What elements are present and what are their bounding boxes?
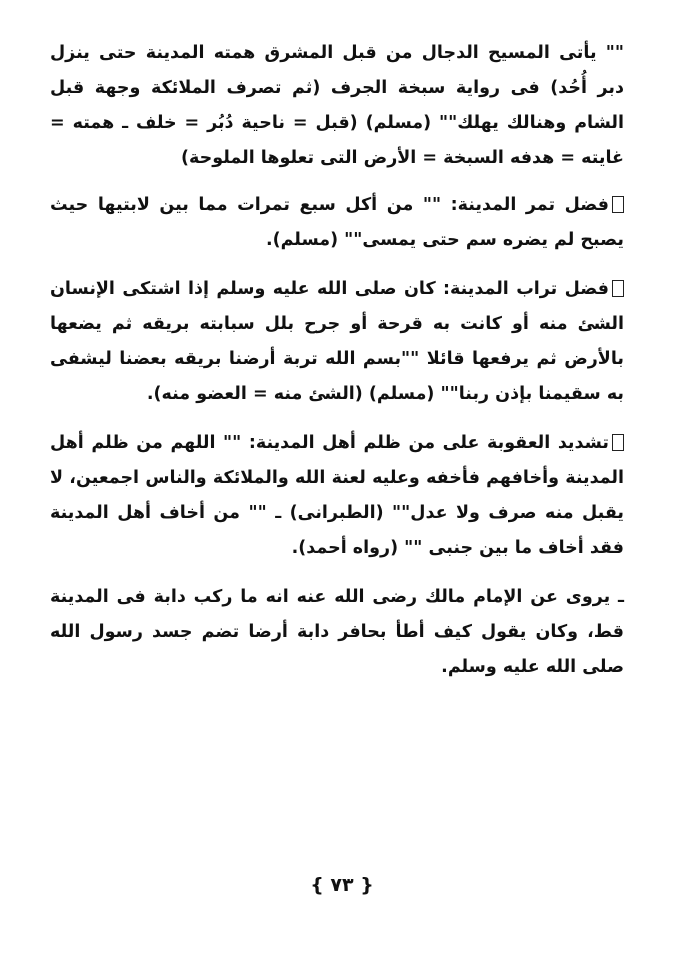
- paragraph-text: فضل تراب المدينة: كان صلى الله عليه وسلم إذا اشتكى الإنسان الشئ منه أو كانت به قرحة أو جرح بلل سبابته بريقه ثم يضعها بالأرض ثم يرفعها قائلا ""بسم الله تربة أرضنا بريقه بعضنا ليشفى به سقيمنا بإذن ربنا"" (مسلم) (الشئ منه = العضو منه).: [50, 279, 624, 404]
- paragraph-imam-malik: [50, 580, 624, 685]
- bullet-box-icon: [612, 196, 624, 213]
- bullet-box-icon: [612, 434, 624, 451]
- paragraph-text: "" يأتى المسيح الدجال من قبل المشرق همته المدينة حتى ينزل دبر أُحُد) فى رواية سبخة الجرف (ثم تصرف الملائكة وجهة قبل الشام وهنالك يهلك"" (مسلم) (قبل = ناحية دُبُر = خلف ـ همته = غايته = هدفه السبخة = الأرض التى تعلوها الملوحة): [50, 43, 624, 168]
- paragraph-text: تشديد العقوبة على من ظلم أهل المدينة: "" اللهم من ظلم أهل المدينة وأخافهم فأخفه وعليه لعنة الله والملائكة والناس اجمعين، لا يقبل منه صرف ولا عدل"" (الطبرانى) ـ "" من أخاف أهل المدينة فقد أخاف ما بين جنبى "" (رواه أحمد).: [50, 433, 624, 558]
- paragraph-text: فضل تمر المدينة: "" من أكل سبع تمرات مما بين لابتيها حيث يصبح لم يضره سم حتى يمسى"" (مسلم).: [50, 195, 624, 250]
- page-body: [50, 36, 624, 699]
- paragraph-soil-virtue: [50, 272, 624, 412]
- paragraph-punishment: [50, 426, 624, 566]
- bullet-box-icon: [612, 280, 624, 297]
- paragraph-text: ـ يروى عن الإمام مالك رضى الله عنه انه ما ركب دابة فى المدينة قط، وكان يقول كيف أطأ بحافر دابة أرضا تضم جسد رسول الله صلى الله عليه وسلم.: [50, 587, 624, 677]
- page-number: { ٧٣ }: [310, 874, 374, 896]
- paragraph-dajjal: [50, 36, 624, 176]
- paragraph-dates-virtue: [50, 188, 624, 258]
